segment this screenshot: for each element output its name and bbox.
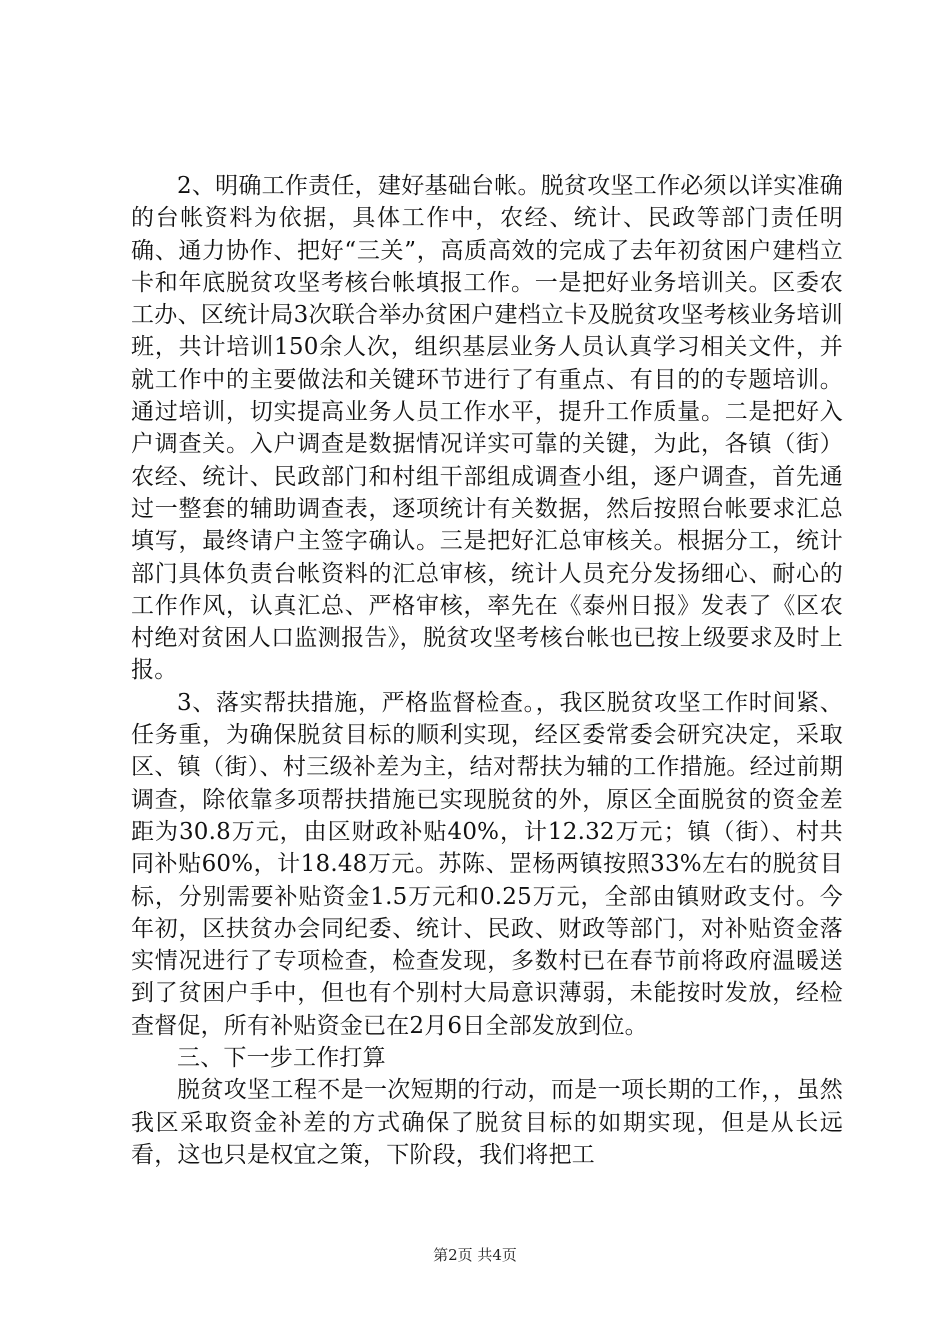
document-body: [131, 170, 843, 1171]
page-number-footer: 第2页 共4页: [433, 1246, 517, 1264]
paragraph-assistance-measures: 3、落实帮扶措施，严格监督检查。，我区脱贫攻坚工作时间紧、任务重，为确保脱贫目标的顺利实现，经区委常委会研究决定，采取区、镇（街）、村三级补差为主，结对帮扶为辅的工作措施。经过前期调查，除依靠多项帮扶措施已实现脱贫的外，原区全面脱贫的资金差距为30.8万元，由区财政补贴40%，计12.32万元；镇（街）、村共同补贴60%，计18.48万元。苏陈、罡杨两镇按照33%左右的脱贫目标，分别需要补贴资金1.5万元和0.25万元，全部由镇财政支付。今年初，区扶贫办会同纪委、统计、民政、财政等部门，对补贴资金落实情况进行了专项检查，检查发现，多数村已在春节前将政府温暖送到了贫困户手中，但也有个别村大局意识薄弱，未能按时发放，经检查督促，所有补贴资金已在2月6日全部发放到位。: [131, 689, 843, 1039]
paragraph-closing: 脱贫攻坚工程不是一次短期的行动，而是一项长期的工作，，虽然我区采取资金补差的方式确保了脱贫目标的如期实现，但是从长远看，这也只是权宜之策，下阶段，我们将把工: [131, 1077, 843, 1168]
section-heading-next-steps: 三、下一步工作打算: [177, 1045, 386, 1072]
paragraph-basic-ledger: 2、明确工作责任，建好基础台帐。脱贫攻坚工作必须以详实准确的台帐资料为依据，具体工作中，农经、统计、民政等部门责任明确、通力协作、把好“三关”，高质高效的完成了去年初贫困户建档立卡和年底脱贫攻坚考核台帐填报工作。一是把好业务培训关。区委农工办、区统计局3次联合举办贫困户建档立卡及脱贫攻坚考核业务培训班，共计培训150余人次，组织基层业务人员认真学习相关文件，并就工作中的主要做法和关键环节进行了有重点、有目的的专题培训。通过培训，切实提高业务人员工作水平，提升工作质量。二是把好入户调查关。入户调查是数据情况详实可靠的关键，为此，各镇（街）农经、统计、民政部门和村组干部组成调查小组，逐户调查，首先通过一整套的辅助调查表，逐项统计有关数据，然后按照台帐要求汇总填写，最终请户主签字确认。三是把好汇总审核关。根据分工，统计部门具体负责台帐资料的汇总审核，统计人员充分发扬细心、耐心的工作作风，认真汇总、严格审核，率先在《泰州日报》发表了《区农村绝对贫困人口监测报告》，脱贫攻坚考核台帐也已按上级要求及时上报。: [131, 173, 843, 684]
